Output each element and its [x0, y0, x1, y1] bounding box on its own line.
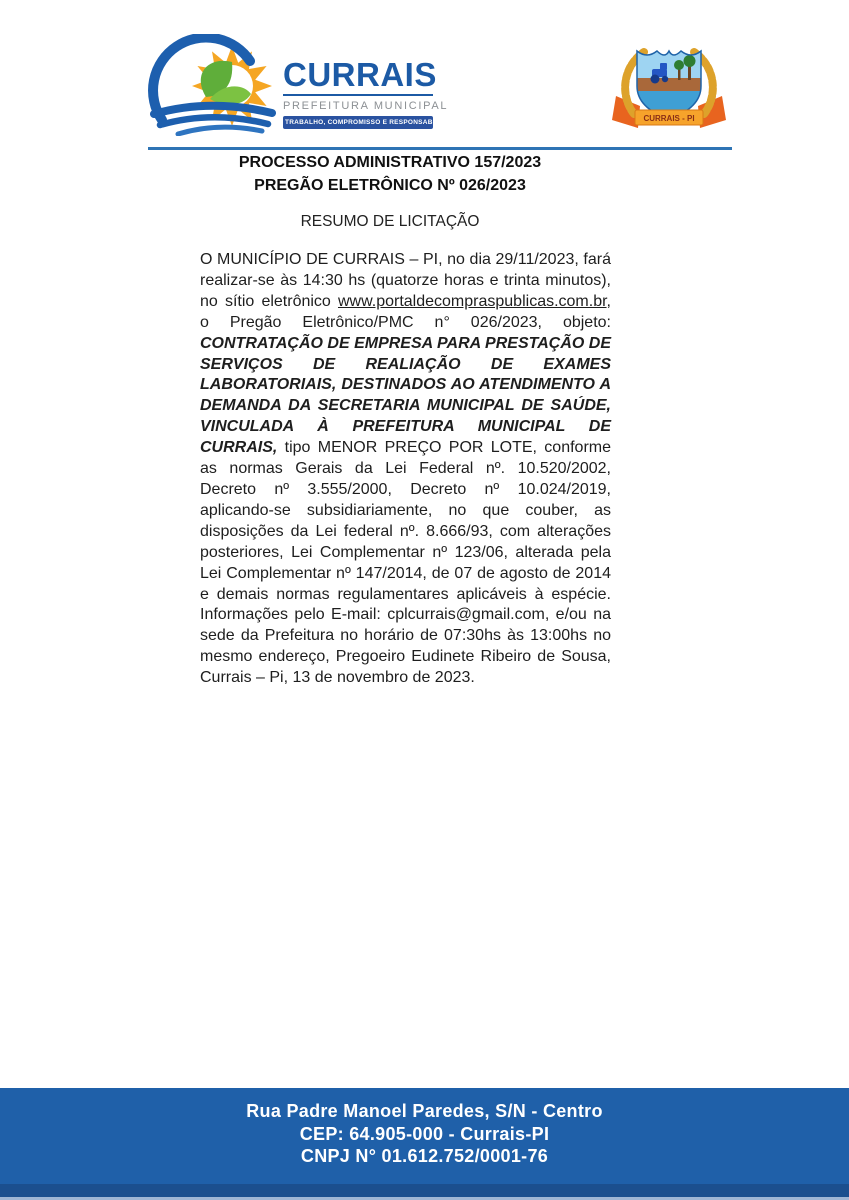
footer-cnpj: CNPJ N° 01.612.752/0001-76 [300, 1146, 549, 1166]
logo-subtitle: PREFEITURA MUNICIPAL [283, 100, 449, 112]
body-paragraph [200, 250, 611, 689]
footer-address: Rua Padre Manoel Paredes, S/N - Centro [246, 1101, 603, 1121]
body-object: CONTRATAÇÃO DE EMPRESA PARA PRESTAÇÃO DE SERVIÇOS DE REALIAÇÃO DE EXAMES LABORATORIAIS, DESTINADOS AO ATENDIMENTO A DEMANDA DA SECRETARIA MUNICIPAL DE SAÚDE, VINCULADA À PREFEITURA MUNICIPAL DE CURRAIS, [200, 334, 611, 457]
portal-url-link[interactable]: www.portaldecompraspublicas.com.br [337, 292, 607, 310]
doc-subtitle: RESUMO DE LICITAÇÃO [300, 213, 480, 230]
document-title-block [185, 151, 595, 197]
process-title: PROCESSO ADMINISTRATIVO 157/2023 [238, 154, 542, 171]
logo-tagline: TRABALHO, COMPROMISSO E RESPONSABILIDADE [283, 116, 433, 129]
prefeitura-logo [283, 56, 461, 129]
header-divider [148, 147, 732, 150]
footer-bar [0, 1088, 849, 1200]
coat-of-arms-seal [608, 36, 730, 136]
footer-band-dark [0, 1184, 849, 1197]
body-middle: , o Pregão Eletrônico/PMC n° 026/2023, objeto: [200, 292, 611, 331]
seal-ribbon-text: CURRAIS - PI [643, 114, 695, 123]
footer-cep: CEP: 64.905-000 - Currais-PI [299, 1123, 550, 1144]
logo-title: CURRAIS [283, 56, 437, 93]
auction-title: PREGÃO ELETRÔNICO Nº 026/2023 [254, 177, 526, 194]
sun-leaf-waves-icon [146, 34, 280, 136]
logo-divider [283, 94, 433, 96]
body-rest: tipo MENOR PREÇO POR LOTE, conforme as normas Gerais da Lei Federal nº. 10.520/2002, Decreto nº 3.555/2000, Decreto nº 10.024/2019, aplicando-se subsidiariamente, no que couber, as disposições da Lei federal nº. 8.666/93, com alterações posteriores, Lei Complementar nº 123/06, alterada pela Lei Complementar nº 147/2014, de 07 de agosto de 2014 e demais normas regulamentares aplicáveis à espécie. Informações pelo E-mail: cplcurrais@gmail.com, e/ou na sede da Prefeitura no horário de 07:30hs às 13:00hs no mesmo endereço, Pregoeiro Eudinete Ribeiro de Sousa, Currais – Pi, 13 de novembro de 2023. [200, 439, 611, 687]
body-intro: O MUNICÍPIO DE CURRAIS – PI, no dia 29/11/2023, fará realizar-se às 14:30 hs (quatorze horas e trinta minutos), no sítio eletrônico [200, 251, 611, 310]
